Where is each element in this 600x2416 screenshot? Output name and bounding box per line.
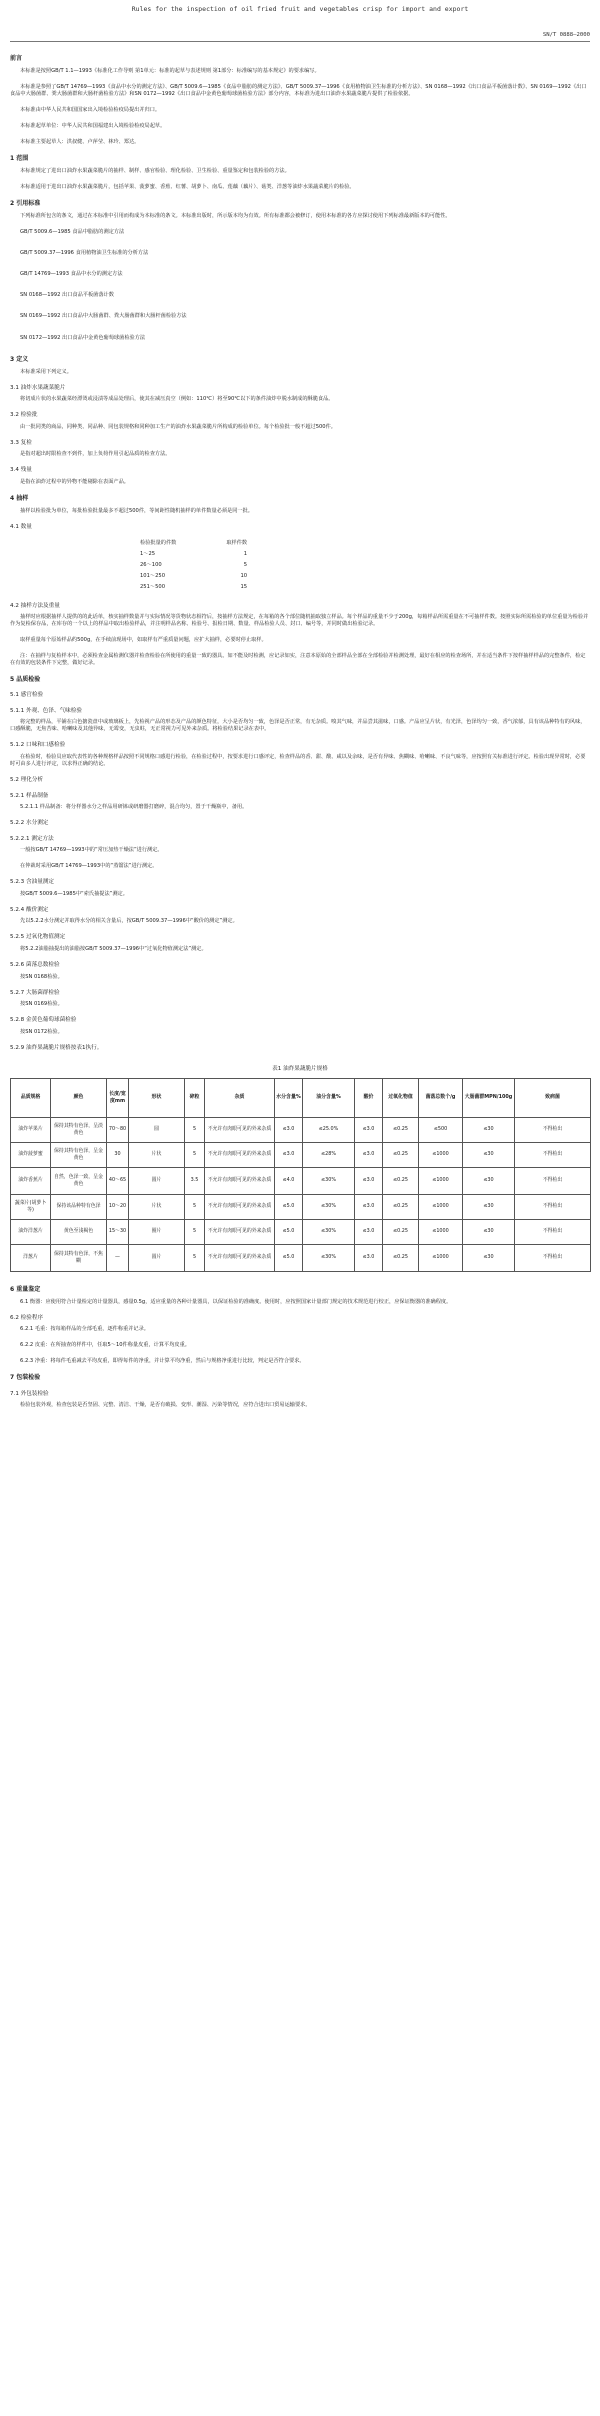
header-divider bbox=[10, 41, 590, 42]
table-cell: 洋葱片 bbox=[11, 1244, 51, 1271]
reference-item: GB/T 5009.37—1996 食用植物油卫生标准的分析方法 bbox=[20, 250, 149, 257]
table-cell: 不得检出 bbox=[515, 1244, 591, 1271]
table-cell: 5 bbox=[185, 1244, 205, 1271]
table-header-cell: 长度/宽度mm bbox=[107, 1078, 129, 1117]
section-note: 注：在抽样与复检样本中，必须检查金属检测仪器并检查检验在所使用的重量一致的器具。如不能及时检测，应记录如实，注意本原始的全部样品全部在全部检验并检测处理，最好在相应的检查场所，并在适当条件下按样抽样样品的完整条件，检定在有效的包装条件下完整，做好记录。 bbox=[10, 653, 586, 667]
subsection-heading: 3.3 复检 bbox=[10, 439, 32, 446]
table-cell: ≤30 bbox=[463, 1194, 515, 1219]
reference-item: GB/T 5009.6—1985 食品中脂肪的测定方法 bbox=[20, 229, 125, 236]
table-cell: 1 bbox=[243, 550, 248, 557]
subsection-heading: 5.2.8 金黄色葡萄球菌检验 bbox=[10, 1017, 77, 1024]
section-paragraph: 按SN 0168检验。 bbox=[20, 973, 63, 980]
table-header-row bbox=[11, 1078, 591, 1117]
table-cell: ≤30 bbox=[463, 1244, 515, 1271]
subsection-heading: 5.2.3 含油量测定 bbox=[10, 879, 54, 886]
table-header-cell: 过氧化物值 bbox=[383, 1078, 419, 1117]
subsection-heading: 5.2.6 菌落总数检验 bbox=[10, 961, 60, 968]
table-cell: 1～25 bbox=[140, 550, 156, 557]
section-paragraph: 在仲裁时采用GB/T 14769—1993中的“蒸馏法”进行测定。 bbox=[20, 863, 158, 870]
section-paragraph: 5.2.1.1 样品制备：将分样器水分之样品用研钵或研磨器打磨碎，混合均匀，置于干燥瓶中，备用。 bbox=[20, 804, 248, 811]
table-cell: 油炸苹果片 bbox=[11, 1117, 51, 1142]
section-paragraph: 本标准规定了进出口油炸水果蔬菜脆片的抽样、制样、感官检验、理化检验、卫生检验、重量鉴定和包装检验的方法。 bbox=[20, 168, 290, 175]
section-paragraph: 一般按GB/T 14769—1993中的“常压加热干燥法”进行测定。 bbox=[20, 847, 163, 854]
table-cell: ≤30 bbox=[463, 1219, 515, 1244]
section-paragraph: 6.2.1 毛重：按每箱样品的全部毛重，逐件称重并记录。 bbox=[20, 1326, 149, 1333]
table-cell: 不允许有肉眼可见的外来杂质 bbox=[205, 1194, 275, 1219]
table-cell: 26～100 bbox=[140, 561, 162, 568]
table-cell: 5 bbox=[185, 1117, 205, 1142]
table-cell: 3.5 bbox=[185, 1167, 205, 1194]
subsection-heading: 5.2.5 过氧化物值测定 bbox=[10, 934, 66, 941]
table-cell: 黄色至浅褐色 bbox=[51, 1219, 107, 1244]
table-cell: ≤0.25 bbox=[383, 1219, 419, 1244]
table-cell: 10 bbox=[240, 572, 248, 579]
section-heading: 1 范围 bbox=[10, 155, 29, 163]
table-cell: 不得检出 bbox=[515, 1167, 591, 1194]
table-cell: 不允许有肉眼可见的外来杂质 bbox=[205, 1167, 275, 1194]
subsection-heading: 5.2.1 样品制备 bbox=[10, 792, 49, 799]
preface-heading: 前言 bbox=[10, 55, 23, 62]
subsection-heading: 5.2.7 大肠菌群检验 bbox=[10, 989, 60, 996]
table-cell: ≤30% bbox=[303, 1167, 355, 1194]
document-body bbox=[10, 46, 590, 1418]
table-cell: 圆 bbox=[129, 1117, 185, 1142]
table-cell: ≤3.0 bbox=[355, 1219, 383, 1244]
table-cell: 15 bbox=[240, 583, 248, 590]
table-cell: 10～20 bbox=[107, 1194, 129, 1219]
table-cell: ≤1000 bbox=[419, 1194, 463, 1219]
table-row bbox=[11, 1194, 591, 1219]
section-paragraph: 抽样时应根据抽样人提供的的此话单，核实抽样数量并与实际情况等货物状态相符后，按抽样方法规定，在每箱的各个部位随机抽取独立样品。每个样品的重量不少于200g，每箱样品所需重量在不可抽样件数。按照实际所需检验的单位重量为检验并作为复检保存品，在库存的一个以上的样品中取出检验样品，并注明样品名称、检验号、报检日期、数量、样品检验人员、封口、编号等，并同时做出检验记录。 bbox=[10, 614, 589, 628]
table-cell: ≤3.0 bbox=[275, 1142, 303, 1167]
subsection-heading: 5.1.2 口味和口感检验 bbox=[10, 742, 66, 749]
subsection-heading: 3.1 油炸水果蔬菜脆片 bbox=[10, 384, 66, 391]
section-heading: 2 引用标准 bbox=[10, 200, 41, 208]
table-cell: ≤3.0 bbox=[355, 1117, 383, 1142]
section-paragraph: 是指对超出时限检查不到件，加上负荷作用引起品质的检查方法。 bbox=[20, 451, 171, 458]
section-heading: 7 包装检验 bbox=[10, 1374, 41, 1382]
subsection-heading: 4.1 数量 bbox=[10, 523, 32, 530]
table-cell: ≤28% bbox=[303, 1142, 355, 1167]
table-cell: 不允许有肉眼可见的外来杂质 bbox=[205, 1244, 275, 1271]
table-cell: ≤30% bbox=[303, 1244, 355, 1271]
section-heading: 6 重量鉴定 bbox=[10, 1285, 41, 1293]
table-cell: 251～500 bbox=[140, 583, 165, 590]
preface-paragraph: 本标准主要起草人：洪叔健、卢萍莹、林玲、郑达。 bbox=[20, 139, 140, 146]
subsection-heading: 5.1 感官检验 bbox=[10, 692, 44, 699]
section-paragraph: 按GB/T 5009.6—1985中“索氏抽提法”测定。 bbox=[20, 890, 128, 897]
table-cell: 片状 bbox=[129, 1142, 185, 1167]
table-cell: 保持其特有色泽，不焦糊 bbox=[51, 1244, 107, 1271]
preface-paragraph: 本标准是参照了GB/T 14769—1993《食品中水分的测定方法》、GB/T 5009.6—1985《食品中脂肪的测定方法》、GB/T 5009.37—1996《食用植物油卫生标准的分析方法》、SN 0168—1992《出口食品平板菌落计数》、SN 0169—1992《出口食品中大肠菌群、粪大肠菌群和大肠杆菌检验方法》和SN 0172—1992《出口食品中金黄色葡萄球菌检验方法》部分内容，本标准为进出口油炸水果蔬菜脆片提供了检验依据。 bbox=[10, 84, 587, 98]
reference-item: GB/T 14769—1993 食品中水分的测定方法 bbox=[20, 271, 123, 278]
table-cell: ≤1000 bbox=[419, 1142, 463, 1167]
table-cell: 蔬菜片(胡萝卜等) bbox=[11, 1194, 51, 1219]
table-cell: ≤3.0 bbox=[355, 1167, 383, 1194]
table-cell: 圈片 bbox=[129, 1219, 185, 1244]
table-title: 表1 油炸果蔬脆片规格 bbox=[272, 1066, 328, 1073]
table-header-cell: 杂质 bbox=[205, 1078, 275, 1117]
table-cell: ≤3.0 bbox=[355, 1142, 383, 1167]
standard-code: SN/T 0888—2000 bbox=[542, 32, 590, 38]
reference-item: SN 0172—1992 出口食品中金黄色葡萄球菌检验方法 bbox=[20, 334, 146, 341]
table-cell: 30 bbox=[107, 1142, 129, 1167]
table-cell: 保持其特有色泽，呈淡黄色 bbox=[51, 1117, 107, 1142]
table-cell: ≤0.25 bbox=[383, 1167, 419, 1194]
table-cell: ≤500 bbox=[419, 1117, 463, 1142]
subsection-heading: 7.1 外包装检验 bbox=[10, 1390, 49, 1397]
table-header-cell: 颜色 bbox=[51, 1078, 107, 1117]
table-header-cell: 酸价 bbox=[355, 1078, 383, 1117]
section-paragraph: 是指在油炸过程中的异物不能剔除在表面产品。 bbox=[20, 478, 129, 485]
table-cell: 不允许有肉眼可见的外来杂质 bbox=[205, 1117, 275, 1142]
subsection-heading: 6.2 检验程序 bbox=[10, 1314, 44, 1321]
section-paragraph: 由一批同类的商品，同种类、同品种、同包装规格和同种加工生产的油炸水果蔬菜脆片所构成的检验单位。每个检验批一般不超过500件。 bbox=[20, 423, 336, 430]
table-row bbox=[130, 538, 257, 549]
table-row bbox=[130, 571, 257, 582]
section-paragraph: 将5.2.2油脂抽提出的油脂按GB/T 5009.37—1996中“过氧化物值测定法”测定。 bbox=[20, 945, 207, 952]
table-cell: ≤1000 bbox=[419, 1167, 463, 1194]
table-cell: 保持其特有色泽，呈金黄色 bbox=[51, 1142, 107, 1167]
section-paragraph: 下列标准所包含的条文，通过在本标准中引用而构成为本标准的条文。本标准出版时，所示版本均为有效。所有标准都会被修订，使用本标准的各方应探讨使用下列标准最新版本的可能性。 bbox=[20, 213, 451, 220]
table-cell: ≤25.0% bbox=[303, 1117, 355, 1142]
document-title: Rules for the inspection of oil fried fruit and vegetables crisp for import and export bbox=[131, 5, 469, 13]
table-cell: ≤0.25 bbox=[383, 1244, 419, 1271]
table-header-cell: 碎粒 bbox=[185, 1078, 205, 1117]
subsection-heading: 5.2.4 酸价测定 bbox=[10, 906, 49, 913]
section-paragraph: 本标准采用下列定义。 bbox=[20, 368, 72, 375]
spec-table bbox=[10, 1078, 591, 1272]
table-cell: ≤5.0 bbox=[275, 1219, 303, 1244]
sampling-table bbox=[130, 538, 257, 593]
table-cell: ≤5.0 bbox=[275, 1244, 303, 1271]
table-cell: ≤5.0 bbox=[275, 1194, 303, 1219]
table-cell: 不允许有肉眼可见的外来杂质 bbox=[205, 1142, 275, 1167]
table-row bbox=[11, 1142, 591, 1167]
table-row bbox=[11, 1244, 591, 1271]
section-heading: 3 定义 bbox=[10, 355, 29, 363]
section-paragraph: 抽样以检验批为单位，每批检验批量最多不超过500件，等间距性随机抽样的单件数量必须是同一批。 bbox=[20, 507, 253, 514]
subsection-heading: 5.1.1 外观、色泽、气味检验 bbox=[10, 707, 82, 714]
section-paragraph: 先以5.2.2水分测定并取得水分的相关含量后，按GB/T 5009.37—1996中“酸价的测定”测定。 bbox=[20, 918, 238, 925]
table-cell: 15～30 bbox=[107, 1219, 129, 1244]
section-paragraph: 取样重量每个原始样品约500g，在手续前现场中，如取样有严重质量问题，应扩大抽样，必要时停止取样。 bbox=[20, 637, 267, 644]
table-cell: ≤4.0 bbox=[275, 1167, 303, 1194]
table-row bbox=[11, 1219, 591, 1244]
subsection-heading: 5.2.2.1 测定方法 bbox=[10, 835, 54, 842]
subsection-heading: 5.2 理化分析 bbox=[10, 777, 44, 784]
table-cell: 不得检出 bbox=[515, 1142, 591, 1167]
table-header-cell: 致病菌 bbox=[515, 1078, 591, 1117]
table-cell: 油炸香蕉片 bbox=[11, 1167, 51, 1194]
table-header-cell: 形状 bbox=[129, 1078, 185, 1117]
table-cell: ≤3.0 bbox=[275, 1117, 303, 1142]
table-cell: 圆片 bbox=[129, 1167, 185, 1194]
table-cell: 70～80 bbox=[107, 1117, 129, 1142]
table-cell: 不得检出 bbox=[515, 1194, 591, 1219]
table-header-cell: 油分含量% bbox=[303, 1078, 355, 1117]
table-cell: 101～250 bbox=[140, 572, 165, 579]
table-cell: 40～65 bbox=[107, 1167, 129, 1194]
reference-item: SN 0168—1992 出口食品平板菌落计数 bbox=[20, 292, 114, 299]
table-cell: ≤0.25 bbox=[383, 1194, 419, 1219]
table-cell: ≤30 bbox=[463, 1142, 515, 1167]
table-row bbox=[11, 1167, 591, 1194]
preface-paragraph: 本标准起草单位：中华人民共和国福建出入境检验检疫局起草。 bbox=[20, 123, 166, 130]
section-paragraph: 将切成片状的水果蔬菜经漂烫或浸渍等成品处理后，使其在减压真空（例如：110℃）将至90℃以下的条件油炸中脱水制成的酥脆食品。 bbox=[20, 396, 334, 403]
section-paragraph: 6.2.3 净重：将每件毛重减去平均皮重，即得每件的净重，并计算平均净重，然后与规格净重进行比较，判定是否符合要求。 bbox=[20, 1358, 305, 1365]
table-header-cell: 菌落总数个/g bbox=[419, 1078, 463, 1117]
section-paragraph: 将完整的样品，平铺在白色搪瓷盘中或玻璃板上，先检视产品的形态及产品的颜色特征，大小是否均匀一致，色泽是否正常，有无杂质。嗅其气味，并品尝其滋味，口感。产品应呈片状，有光泽，色泽均匀一致，香气浓郁，具有该品种特有的风味，口感酥脆，无焦苦味、哈喇味及其他异味，无霉变，无虫蛀，无正常视力可见外来杂质。将检验结果记录在表中。 bbox=[10, 719, 586, 733]
table-row bbox=[130, 560, 257, 571]
table-cell: 不得检出 bbox=[515, 1219, 591, 1244]
table-cell: 5 bbox=[243, 561, 248, 568]
section-paragraph: 在检验时，检验员应取代表性的各种规格样品按照不同规格口感进行检验，在检验过程中，按要求进行口感评定，检查样品的香、甜、酸、咸以及余味，是否有异味、焦糊味、哈喇味、不良气味等，应按照有关标准进行评定。检验出现异常时，必要时可由多人进行评定，以求得正确的结论。 bbox=[10, 754, 586, 768]
preface-paragraph: 本标准是按照GB/T 1.1—1993《标准化工作导则 第1单元：标准的起草与表述规则 第1部分：标准编写的基本规定》的要求编写。 bbox=[20, 68, 320, 75]
table-row bbox=[130, 582, 257, 593]
table-cell: 不得检出 bbox=[515, 1117, 591, 1142]
subsection-heading: 3.4 残量 bbox=[10, 467, 32, 474]
subsection-heading: 3.2 检验批 bbox=[10, 412, 38, 419]
table-cell: 油炸洋葱片 bbox=[11, 1219, 51, 1244]
table-cell: 油炸菠萝蜜 bbox=[11, 1142, 51, 1167]
table-cell: 片状 bbox=[129, 1194, 185, 1219]
table-row bbox=[130, 549, 257, 560]
section-paragraph: 6.1 衡器：应使用符合计量检定的计量器具，感量0.5g，适应重量的各种计量器具，以保证检验的准确度。使用时，应按照国家计量部门规定的技术规范进行校正，应保证衡器的准确程度。 bbox=[20, 1298, 452, 1305]
table-cell: — bbox=[107, 1244, 129, 1271]
table-cell: 5 bbox=[185, 1194, 205, 1219]
table-cell: 保持该品种特有色泽 bbox=[51, 1194, 107, 1219]
table-cell: ≤0.25 bbox=[383, 1117, 419, 1142]
table-cell: ≤1000 bbox=[419, 1244, 463, 1271]
table-cell: ≤30% bbox=[303, 1194, 355, 1219]
table-header-cell: 检验批量的件数 bbox=[140, 539, 177, 546]
subsection-heading: 4.2 抽样方法及重量 bbox=[10, 602, 60, 609]
table-cell: ≤1000 bbox=[419, 1219, 463, 1244]
section-paragraph: 按SN 0172检验。 bbox=[20, 1028, 63, 1035]
section-paragraph: 6.2.2 皮重：在所抽查的样件中，任取5～10件称量皮重，计算平均皮重。 bbox=[20, 1342, 190, 1349]
section-heading: 4 抽样 bbox=[10, 494, 29, 502]
preface-paragraph: 本标准由中华人民共和国国家出入境检验检疫局提出并归口。 bbox=[20, 107, 161, 114]
table-row bbox=[11, 1117, 591, 1142]
table-cell: ≤30% bbox=[303, 1219, 355, 1244]
section-heading: 5 品质检验 bbox=[10, 676, 41, 684]
subsection-heading: 5.2.2 水分测定 bbox=[10, 820, 49, 827]
table-cell: 圆片 bbox=[129, 1244, 185, 1271]
table-cell: 5 bbox=[185, 1219, 205, 1244]
table-cell: ≤3.0 bbox=[355, 1244, 383, 1271]
section-paragraph: 按SN 0169检验。 bbox=[20, 1001, 63, 1008]
table-cell: ≤30 bbox=[463, 1117, 515, 1142]
reference-item: SN 0169—1992 出口食品中大肠菌群、粪大肠菌群和大肠杆菌检验方法 bbox=[20, 313, 187, 320]
section-paragraph: 检验包装外观，检查包装是否坚固、完整、清洁、干燥，是否有破损、变形、潮湿、污染等情况，应符合进出口贸易运输要求。 bbox=[20, 1402, 311, 1409]
table-header-cell: 品质规格 bbox=[11, 1078, 51, 1117]
subsection-heading: 5.2.9 油炸果蔬脆片规格按表1执行。 bbox=[10, 1044, 103, 1051]
table-header-cell: 水分含量% bbox=[275, 1078, 303, 1117]
table-cell: ≤30 bbox=[463, 1167, 515, 1194]
table-cell: 自然，色泽一致，呈金黄色 bbox=[51, 1167, 107, 1194]
table-cell: 不允许有肉眼可见的外来杂质 bbox=[205, 1219, 275, 1244]
table-header-cell: 取样件数 bbox=[226, 539, 248, 546]
table-cell: ≤0.25 bbox=[383, 1142, 419, 1167]
table-cell: 5 bbox=[185, 1142, 205, 1167]
table-cell: ≤3.0 bbox=[355, 1194, 383, 1219]
table-header-cell: 大肠菌群MPN/100g bbox=[463, 1078, 515, 1117]
section-paragraph: 本标准适用于进出口油炸水果蔬菜脆片，包括苹果、菠萝蜜、香蕉、红薯、胡萝卜、南瓜、莲藕（藕片）、菇类、洋葱等油炸水果蔬菜脆片的检验。 bbox=[20, 184, 355, 191]
